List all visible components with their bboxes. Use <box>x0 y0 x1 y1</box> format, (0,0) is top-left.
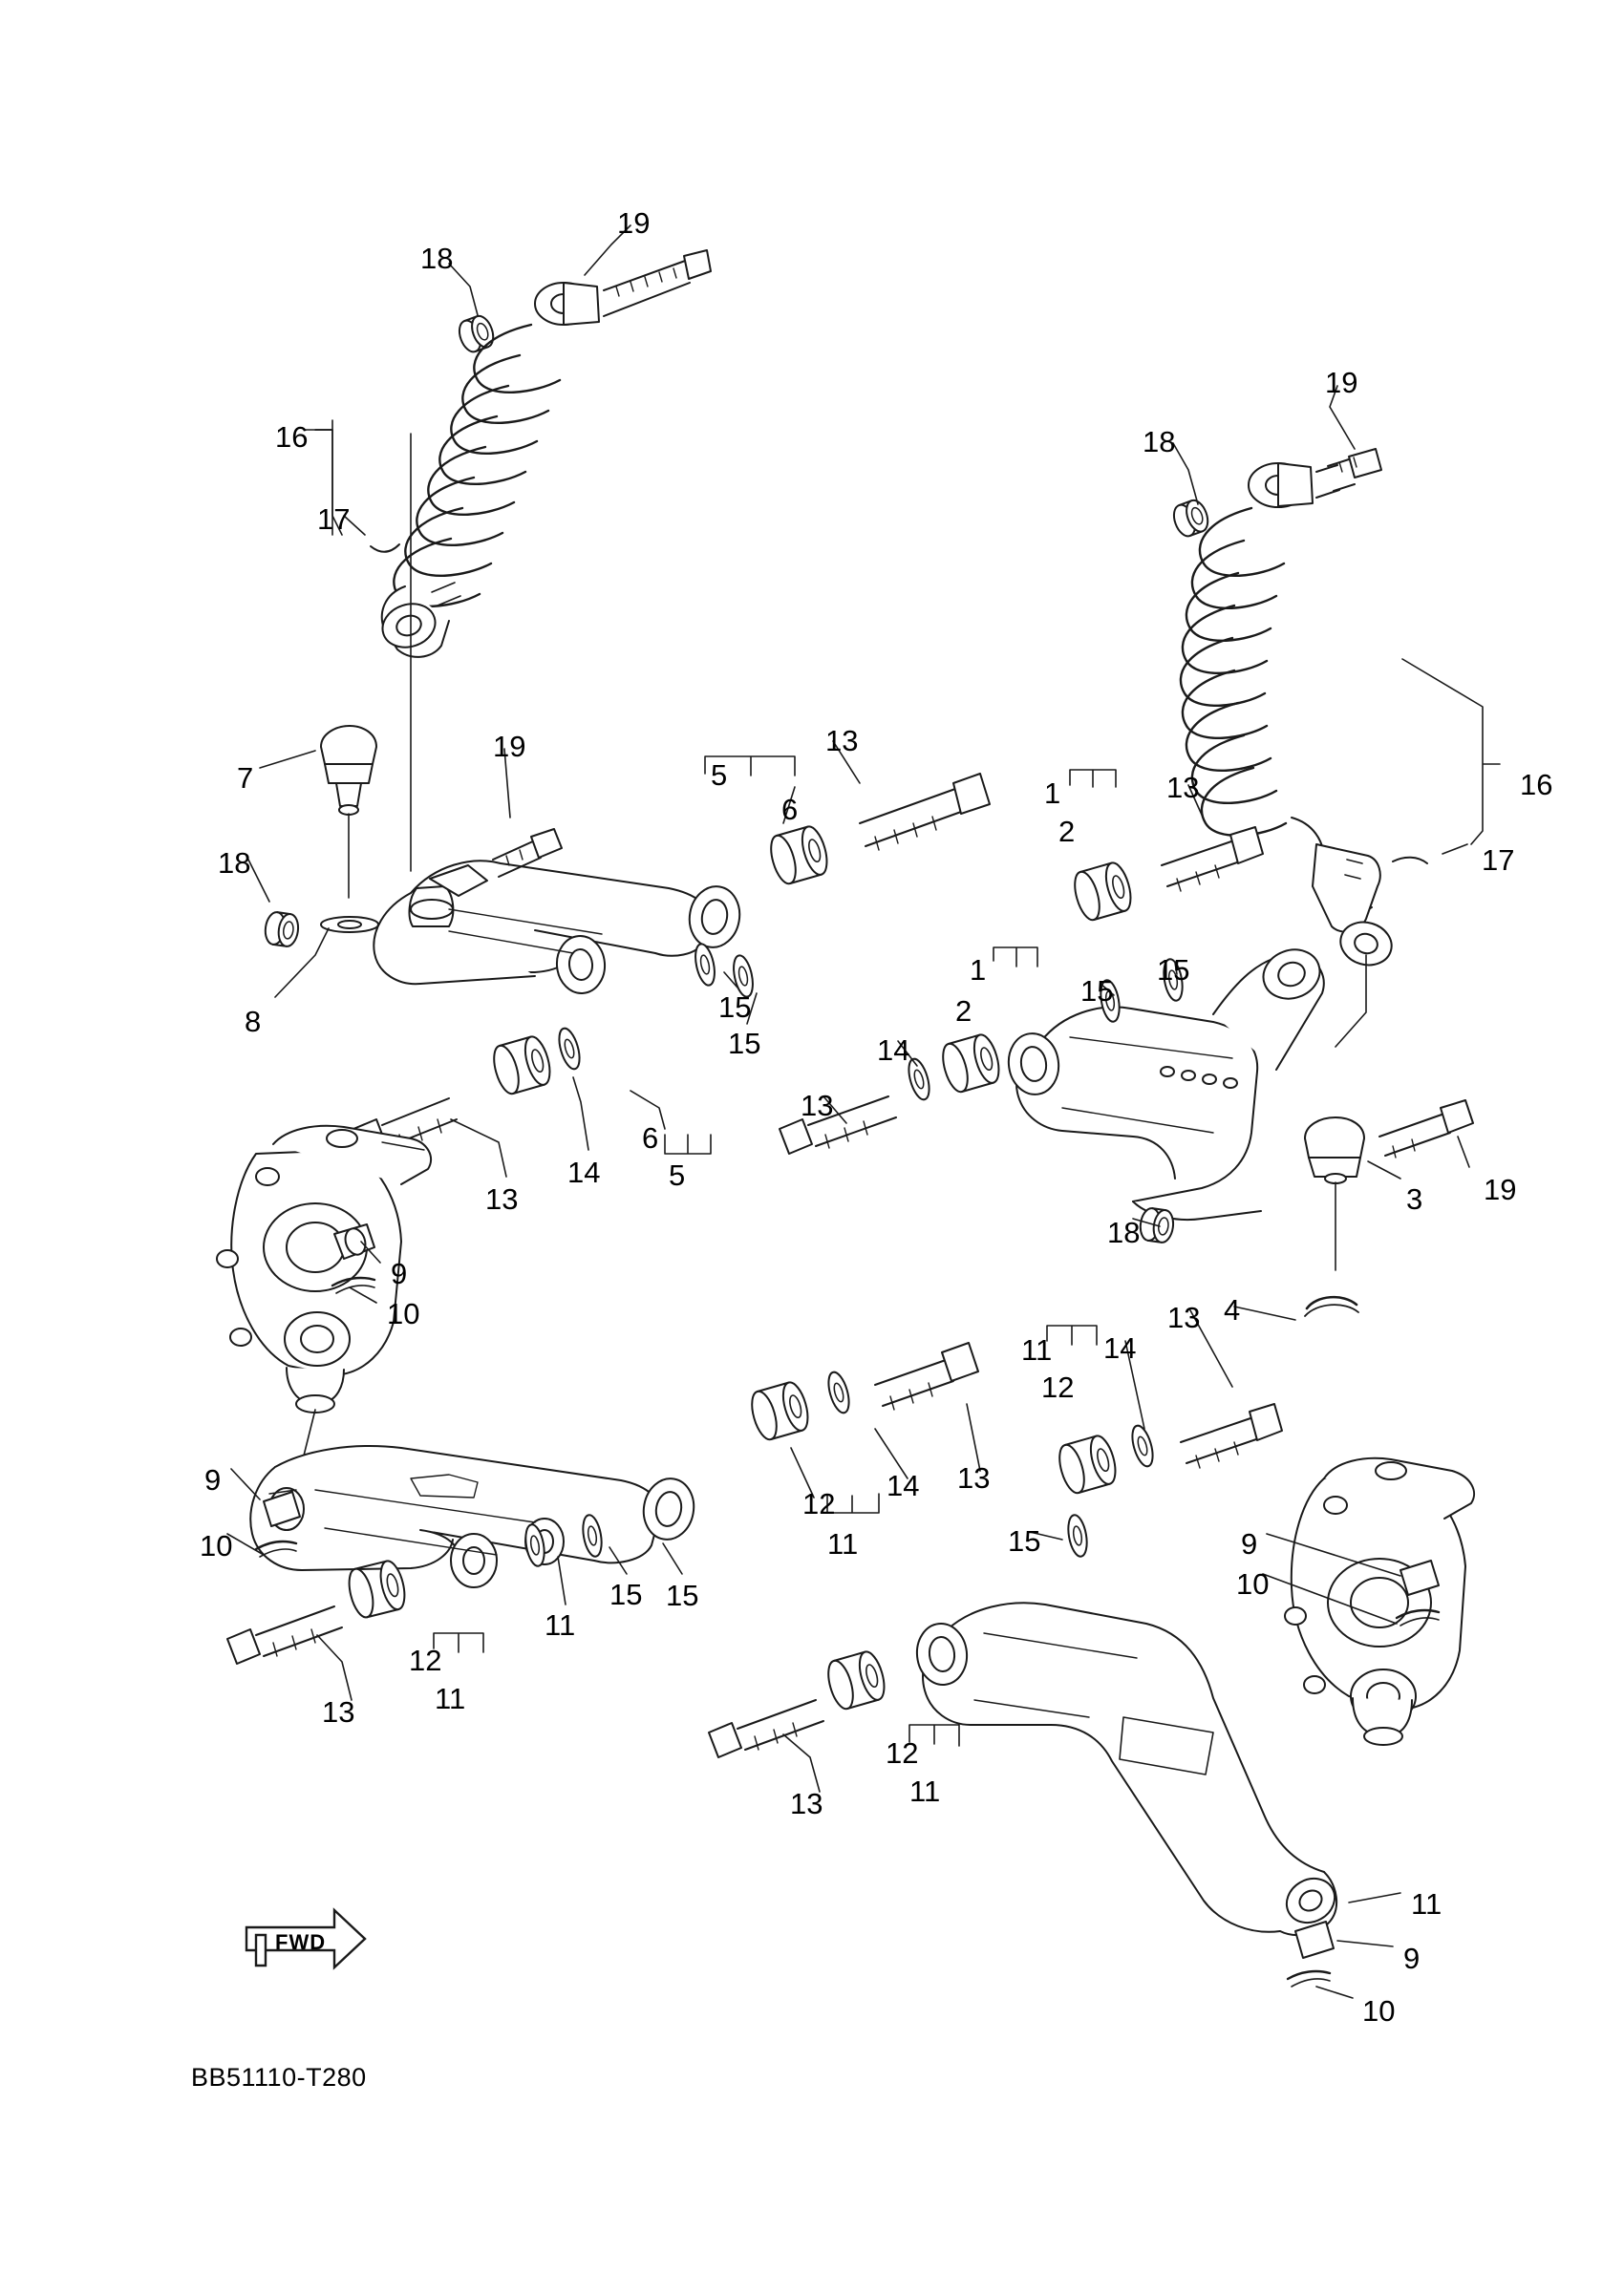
part-callout-2: 2 <box>955 994 972 1028</box>
bushing-set-upper-left-front <box>489 1034 554 1096</box>
ball-joint-upper-right <box>1305 1117 1364 1316</box>
part-callout-12: 12 <box>1041 1371 1075 1404</box>
part-callout-12: 12 <box>802 1487 836 1520</box>
part-callout-3: 3 <box>1406 1182 1423 1216</box>
washer-14-lower-right <box>1128 1423 1156 1468</box>
part-callout-9: 9 <box>1241 1527 1258 1561</box>
part-callout-11: 11 <box>545 1608 576 1642</box>
ball-joint-upper-left <box>264 726 378 947</box>
part-callout-9: 9 <box>204 1463 222 1497</box>
bolt-13-upper-right-rear <box>1162 827 1263 891</box>
part-callout-6: 6 <box>642 1121 659 1155</box>
part-callout-17: 17 <box>1482 843 1515 877</box>
part-callout-4: 4 <box>1224 1293 1241 1327</box>
part-callout-16: 16 <box>275 420 309 454</box>
part-callout-18: 18 <box>420 242 454 275</box>
part-callout-5: 5 <box>669 1159 686 1192</box>
part-callout-1: 1 <box>1044 776 1061 810</box>
bolt-13-upper-right-front <box>780 1096 896 1154</box>
part-callout-12: 12 <box>886 1736 919 1770</box>
part-callout-13: 13 <box>322 1695 355 1729</box>
bushing-set-lower-left-front <box>747 1380 812 1442</box>
lower-arm-left <box>250 1446 698 1587</box>
part-callout-10: 10 <box>387 1297 420 1330</box>
part-callout-15: 15 <box>728 1027 761 1060</box>
bushing-set-upper-right-front <box>938 1032 1003 1095</box>
part-callout-13: 13 <box>957 1461 991 1495</box>
part-callout-10: 10 <box>200 1529 233 1563</box>
part-callout-11: 11 <box>435 1682 466 1715</box>
part-callout-14: 14 <box>887 1469 920 1502</box>
part-callout-19: 19 <box>1325 366 1358 399</box>
part-callout-9: 9 <box>1403 1942 1421 1975</box>
diagram-code: BB51110-T280 <box>191 2063 367 2092</box>
part-callout-15: 15 <box>1008 1524 1041 1558</box>
collar-15-a <box>693 943 718 988</box>
part-callout-6: 6 <box>781 793 799 826</box>
part-callout-15: 15 <box>609 1578 643 1611</box>
part-callout-19: 19 <box>1484 1173 1517 1206</box>
part-callout-11: 11 <box>827 1527 859 1561</box>
part-callout-11: 11 <box>909 1775 941 1808</box>
shock-absorber-right-rear <box>1170 449 1427 971</box>
bolt-13-lower-right-rear <box>1181 1404 1282 1468</box>
bushing-set-upper-left-rear <box>766 824 831 886</box>
bolt-19-right-upper <box>1379 1100 1473 1158</box>
bolt-13-upper-left-rear <box>860 774 990 850</box>
part-callout-14: 14 <box>567 1156 601 1189</box>
part-callout-11: 11 <box>1411 1887 1442 1921</box>
lower-arm-right <box>914 1603 1343 1935</box>
part-callout-13: 13 <box>485 1182 519 1216</box>
bushing-set-lower-right-rear <box>1055 1434 1120 1496</box>
shock-absorber-left-rear <box>371 250 711 657</box>
bolt-13-lower-right-front <box>709 1700 823 1757</box>
collar-15-g <box>1065 1514 1089 1558</box>
part-callout-9: 9 <box>391 1257 408 1290</box>
upper-arm-left <box>374 861 744 995</box>
part-callout-18: 18 <box>1143 425 1176 458</box>
part-callout-10: 10 <box>1236 1567 1270 1601</box>
fwd-label: FWD <box>275 1930 327 1954</box>
part-callout-13: 13 <box>801 1089 834 1122</box>
part-callout-14: 14 <box>877 1033 910 1067</box>
part-callout-18: 18 <box>1107 1216 1141 1249</box>
part-callout-13: 13 <box>790 1787 823 1820</box>
part-callout-7: 7 <box>237 761 254 795</box>
part-callout-19: 19 <box>493 730 526 763</box>
part-callout-13: 13 <box>1166 771 1200 804</box>
part-callout-13: 13 <box>825 724 859 757</box>
part-callout-1: 1 <box>970 953 987 987</box>
part-callout-15: 15 <box>1080 974 1114 1008</box>
part-callout-15: 15 <box>718 990 752 1024</box>
washer-14-lower-left <box>824 1370 852 1414</box>
washer-14-upper-left <box>555 1026 583 1071</box>
part-callout-15: 15 <box>1157 953 1190 987</box>
part-callout-2: 2 <box>1058 815 1076 848</box>
bolt-13-lower-left-front <box>875 1343 978 1410</box>
part-callout-5: 5 <box>711 758 728 792</box>
part-callout-13: 13 <box>1167 1301 1201 1334</box>
part-callout-15: 15 <box>666 1579 699 1612</box>
cotter-pin-right-lower <box>1288 1971 1330 1987</box>
part-callout-16: 16 <box>1520 768 1553 801</box>
part-callout-12: 12 <box>409 1644 442 1677</box>
bushing-set-upper-right-rear <box>1070 861 1135 923</box>
part-callout-10: 10 <box>1362 1994 1396 2028</box>
part-callout-17: 17 <box>317 502 351 536</box>
part-callout-14: 14 <box>1103 1331 1137 1365</box>
part-callout-8: 8 <box>245 1005 262 1038</box>
part-callout-11: 11 <box>1021 1333 1053 1367</box>
bushing-set-lower-right-front <box>823 1649 888 1711</box>
steering-knuckle-right <box>1285 1458 1474 1745</box>
bolt-13-lower-left-rear <box>227 1606 342 1664</box>
part-callout-18: 18 <box>218 846 251 880</box>
steering-knuckle-left <box>217 1126 431 1456</box>
part-callout-19: 19 <box>617 206 651 240</box>
